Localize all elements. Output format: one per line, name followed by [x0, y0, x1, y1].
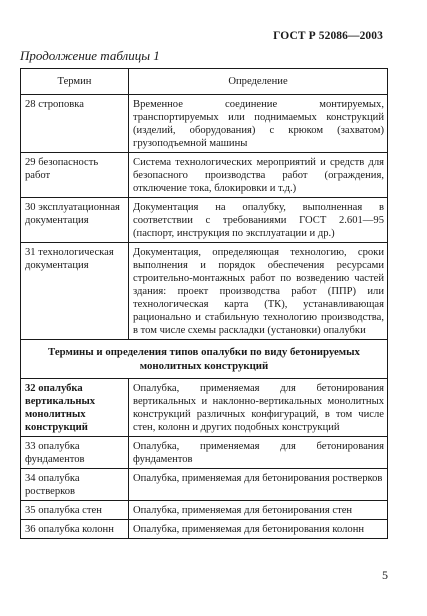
- term-cell: 30 эксплуатационная документация: [21, 198, 129, 243]
- definition-cell: Опалубка, применяемая для бетонирования вертикальных и наклонно-вертикальных монолитных конструкций различных конфигураций, в том числе стен, колонн и других подобных конструкций: [129, 379, 388, 437]
- definition-cell: Документация на опалубку, выполненная в соответствии с требованиями ГОСТ 2.601—95 (паспорт, инструкция по эксплуатации и др.): [129, 198, 388, 243]
- term-cell: 31 технологическая документация: [21, 243, 129, 340]
- table-continuation-caption: Продолжение таблицы 1: [20, 48, 160, 63]
- document-code: ГОСТ Р 52086—2003: [273, 30, 383, 42]
- table-row: [21, 520, 388, 539]
- section-heading-row: [21, 340, 388, 379]
- table-row: [21, 501, 388, 520]
- terms-table: [20, 68, 388, 539]
- term-cell: 33 опалубка фундаментов: [21, 437, 129, 469]
- table-row: [21, 95, 388, 153]
- definition-cell: Опалубка, применяемая для бетонирования ростверков: [129, 469, 388, 501]
- term-cell: 34 опалубка ростверков: [21, 469, 129, 501]
- column-header-definition: Определение: [129, 69, 388, 95]
- table-row: [21, 243, 388, 340]
- table-header-row: [21, 69, 388, 95]
- table-row: [21, 437, 388, 469]
- term-cell: 32 опалубка вертикальных монолитных конструкций: [21, 379, 129, 437]
- definition-cell: Опалубка, применяемая для бетонирования колонн: [129, 520, 388, 539]
- column-header-term: Термин: [21, 69, 129, 95]
- definition-cell: Система технологических мероприятий и средств для безопасного производства работ (ограждения, отключение тока, блокировки и т.д.): [129, 153, 388, 198]
- term-cell: 35 опалубка стен: [21, 501, 129, 520]
- section-heading: Термины и определения типов опалубки по виду бетонируемых монолитных конструкций: [21, 340, 388, 379]
- table-row: [21, 469, 388, 501]
- table-row: [21, 379, 388, 437]
- term-cell: 36 опалубка колонн: [21, 520, 129, 539]
- term-cell: 28 строповка: [21, 95, 129, 153]
- definition-cell: Опалубка, применяемая для бетонирования фундаментов: [129, 437, 388, 469]
- page-number: 5: [382, 568, 388, 582]
- table-row: [21, 153, 388, 198]
- table-row: [21, 198, 388, 243]
- definition-cell: Опалубка, применяемая для бетонирования стен: [129, 501, 388, 520]
- term-cell: 29 безопасность работ: [21, 153, 129, 198]
- definition-cell: Временное соединение монтируемых, транспортируемых или поднимаемых конструкций (изделий, оборудования) с крюком (захватом) грузоподъемной машины: [129, 95, 388, 153]
- definition-cell: Документация, определяющая технологию, сроки выполнения и порядок обеспечения ресурсами строительно-монтажных работ по возведению частей здания: проект производства работ (ППР) или технологическая карта (ТК), устанавливающая рационально и стабильную технологию производства, в том числе схемы раскладки (установки) опалубки: [129, 243, 388, 340]
